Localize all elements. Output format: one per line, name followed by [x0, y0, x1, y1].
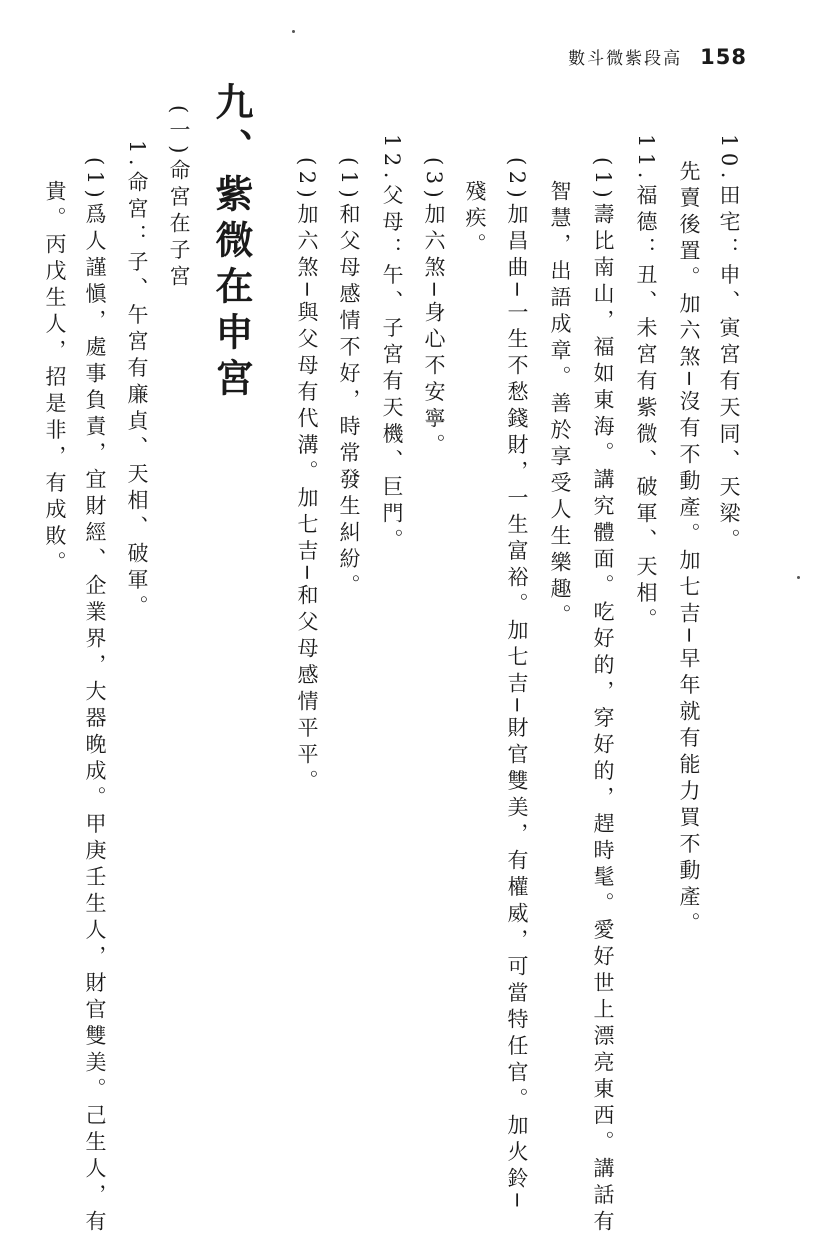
- text-column-13: (1)爲人謹愼，處事負責，宜財經、企業界，大器晚成。甲庚壬生人，財官雙美。己生人，有: [83, 157, 107, 1237]
- text-column-8: (3)加六煞─身心不安寧。: [422, 157, 446, 460]
- text-column-1: 10.田宅：申、寅宮有天同、天梁。: [717, 134, 741, 555]
- text-column-11: (2)加六煞─與父母有代溝。加七吉─和父母感情平平。: [295, 157, 319, 797]
- text-column-7: 殘疾。: [463, 180, 487, 260]
- text-column-2: 先賣後置。加六煞─沒有不動產。加七吉─早年就有能力買不動產。: [677, 160, 701, 939]
- running-header-title: 數斗微紫段高: [568, 49, 683, 69]
- print-speck: [797, 576, 800, 579]
- running-header: [568, 44, 747, 69]
- text-column-6: (2)加昌曲─一生不愁錢財，一生富裕。加七吉─財官雙美，有權威，可當特任官。加火鈴─: [505, 157, 529, 1212]
- text-column-12: 1.命宮：子、午宮有廉貞、天相、破軍。: [125, 140, 149, 622]
- text-column-10: (1)和父母感情不好，時常發生糾紛。: [337, 157, 361, 601]
- text-column-3: 11.福德：丑、未宮有紫微、破軍、天相。: [634, 134, 658, 635]
- text-column-4: (1)壽比南山，福如東海。講究體面。吃好的，穿好的，趕時髦。愛好世上漂亮東西。講話有: [591, 157, 615, 1237]
- print-speck: [292, 30, 295, 33]
- text-column-5: 智慧，出語成章。善於享受人生樂趣。: [548, 180, 572, 631]
- page-number: 158: [700, 45, 747, 69]
- text-column-9: 12.父母：午、子宮有天機、巨門。: [380, 134, 404, 555]
- section-heading: (一)命宮在子宮: [167, 105, 191, 292]
- chapter-title: 九、紫微在申宮: [209, 82, 253, 404]
- text-column-14: 貴。丙戊生人，招是非，有成敗。: [43, 180, 67, 578]
